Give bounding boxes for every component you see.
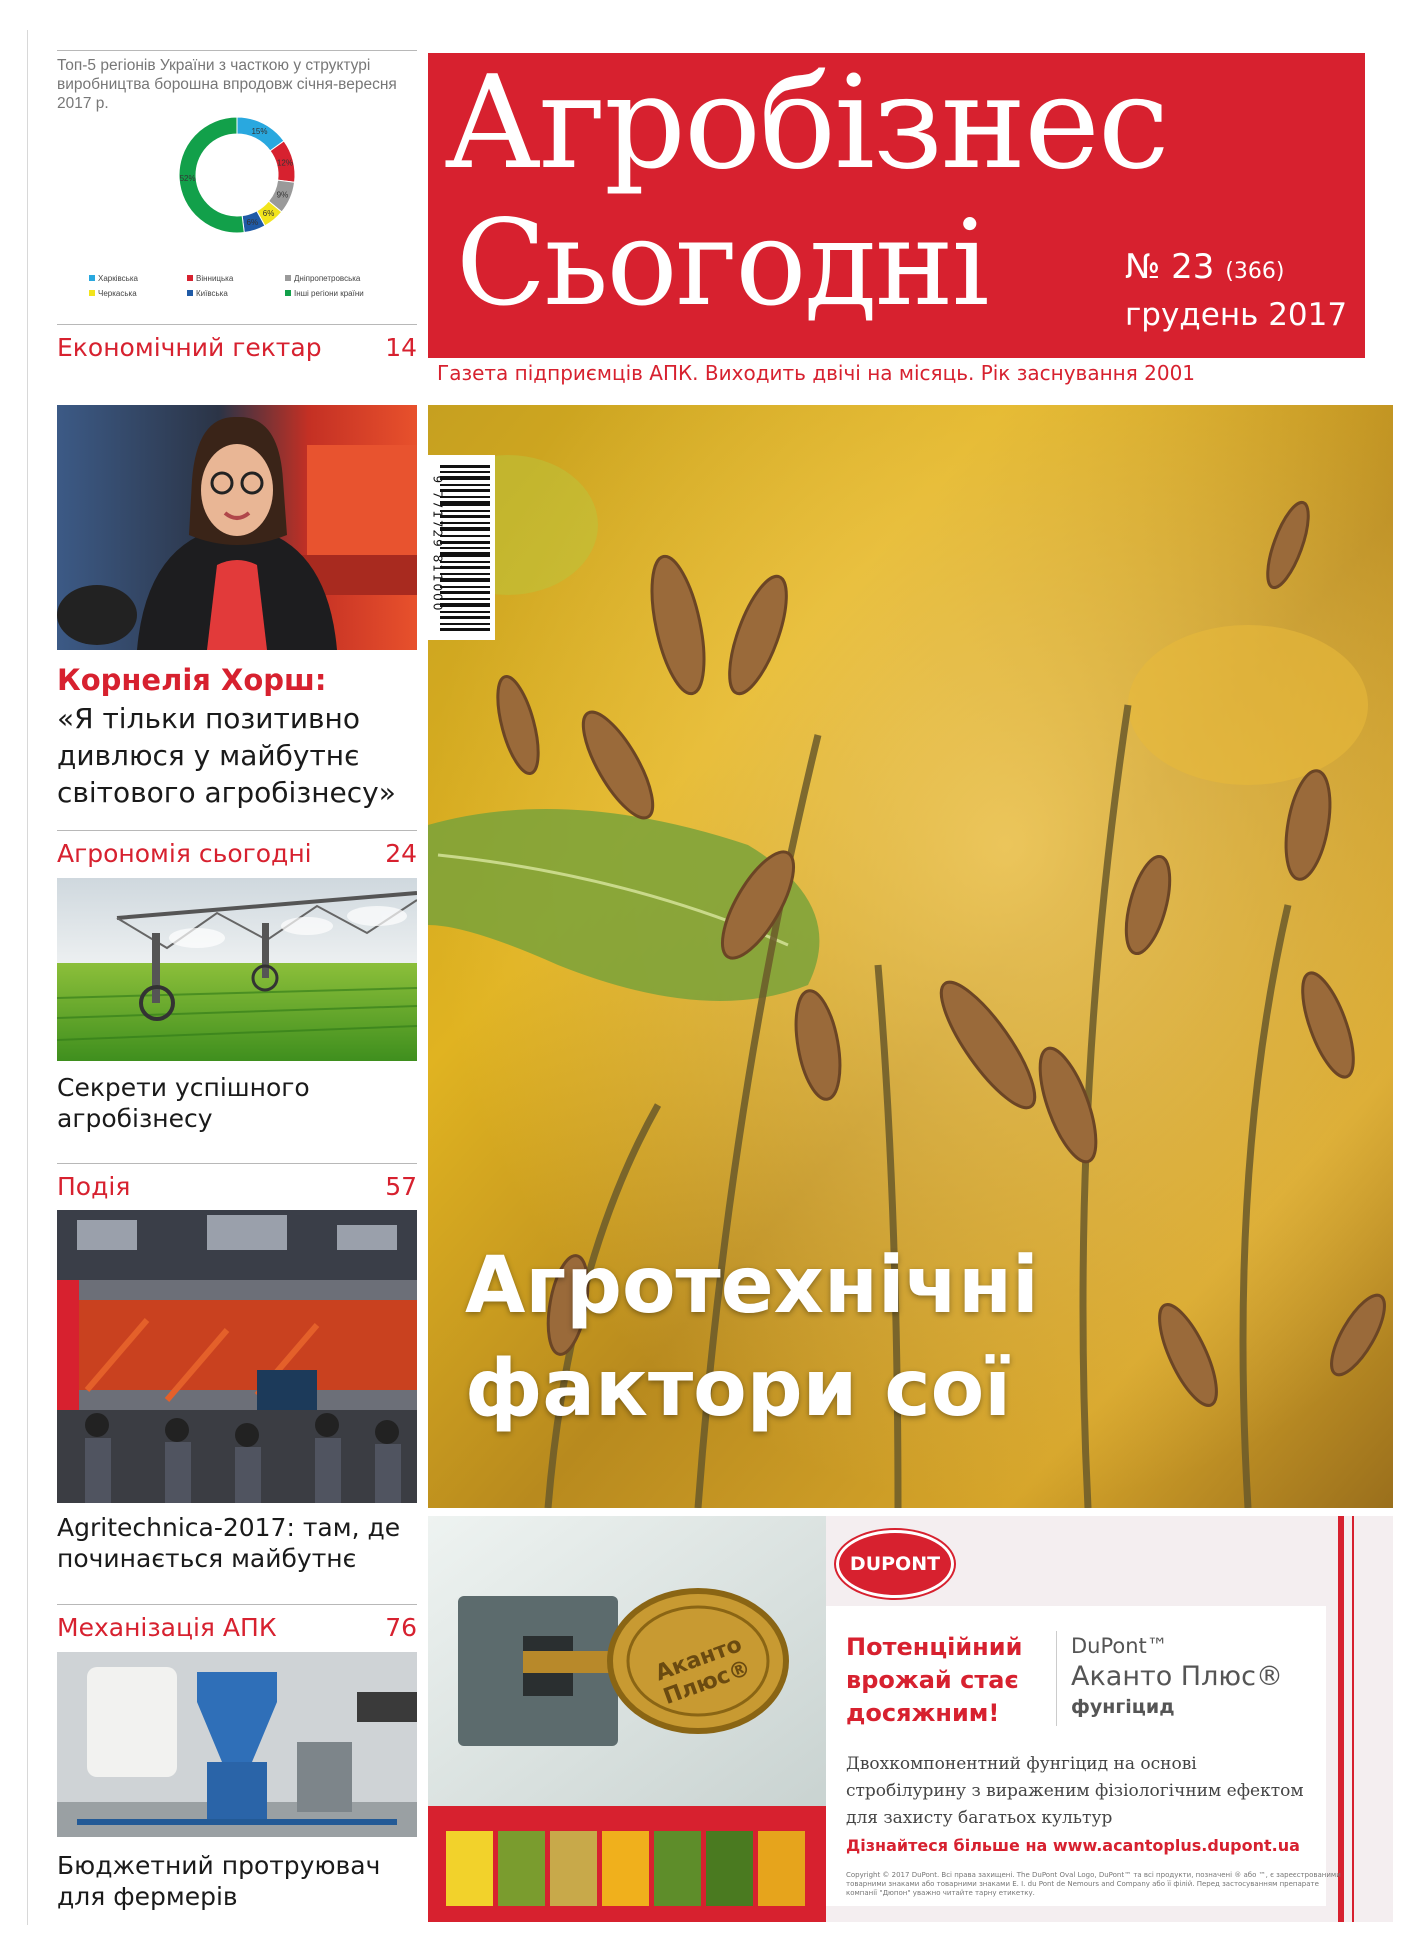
legend-label-4: Черкаська: [98, 289, 137, 298]
cover-headline-line1: Агротехнічні: [465, 1241, 1039, 1331]
section-header-agronomy[interactable]: [57, 836, 417, 870]
expo-photo[interactable]: [57, 1210, 417, 1503]
seed-treater-image: [57, 1652, 417, 1837]
irrigation-photo[interactable]: [57, 878, 417, 1061]
key-lock-image: [428, 1516, 826, 1806]
donut-label-1: 15%: [251, 126, 268, 136]
legend-swatch-2: [187, 275, 193, 281]
legend-swatch-5: [187, 290, 193, 296]
section-name: Подія: [57, 1171, 131, 1201]
cover-headline-line2: фактори сої: [465, 1344, 1011, 1434]
section-page: 57: [385, 1171, 417, 1201]
issue-number-text: № 23: [1125, 247, 1215, 287]
donut-label-4: 6%: [262, 209, 275, 219]
crop-thumbnails-strip: [428, 1806, 826, 1922]
section-header-mechanization[interactable]: [57, 1610, 417, 1644]
donut-chart: [57, 110, 417, 325]
ad-description: Двохкомпонентний фунгіцид на основі стробілурину з вираженим фізіологічним ефектом для захисту багатьох культур: [846, 1754, 1304, 1828]
legend-swatch-6: [285, 290, 291, 296]
ad-right-bar: [1338, 1516, 1344, 1922]
interview-name[interactable]: Корнелія Хорш:: [57, 663, 327, 697]
section-name: Механізація АПК: [57, 1612, 277, 1642]
ad-product: Аканто Плюс®: [1071, 1661, 1283, 1692]
chart-top-rule: [57, 50, 417, 51]
legend-swatch-1: [89, 275, 95, 281]
issue-total: (366): [1225, 259, 1285, 284]
mechanization-caption[interactable]: Бюджетний протруювач для фермерів: [57, 1851, 381, 1911]
legend-swatch-3: [285, 275, 291, 281]
masthead-title-line1: Агробізнес: [444, 49, 1168, 198]
interview-photo[interactable]: [57, 405, 417, 650]
ad-kind: фунгіцид: [1071, 1696, 1175, 1718]
section-rule: [57, 1163, 417, 1164]
donut-label-6: 52%: [179, 174, 196, 184]
masthead: [428, 49, 1365, 358]
page-left-rule: [27, 30, 28, 1925]
ad-link[interactable]: Дізнайтеся більше на www.acantoplus.dupont.ua: [846, 1836, 1300, 1855]
legend-label-5: Київська: [196, 289, 228, 298]
legend-swatch-4: [89, 290, 95, 296]
treater-photo[interactable]: [57, 1652, 417, 1837]
ad-right-bar-thin: [1352, 1516, 1354, 1922]
section-header-economic[interactable]: [57, 330, 417, 364]
interview-quote[interactable]: «Я тільки позитивно дивлюся у майбутнє світового агробізнесу»: [57, 702, 396, 809]
section-name: Економічний гектар: [57, 332, 322, 362]
issue-number: [1125, 247, 1284, 287]
agronomy-caption[interactable]: Секрети успішного агробізнесу: [57, 1073, 310, 1133]
donut-label-2: 12%: [276, 158, 293, 168]
barcode: [420, 455, 495, 640]
section-header-event[interactable]: [57, 1169, 417, 1203]
legend-label-1: Харківська: [98, 274, 138, 283]
ad-divider: [1056, 1631, 1057, 1726]
irrigation-field-image: [57, 878, 417, 1061]
section-rule: [57, 324, 417, 325]
tagline: Газета підприємців АПК. Виходить двічі на місяць. Рік заснування 2001: [437, 361, 1196, 385]
cover-headline[interactable]: [465, 1235, 1039, 1441]
dupont-logo[interactable]: DUPONT: [836, 1530, 954, 1598]
ad-brand: DuPont™: [1071, 1634, 1168, 1658]
agritechnica-hall-image: [57, 1210, 417, 1503]
section-page: 76: [385, 1612, 417, 1642]
cover-photo[interactable]: [428, 405, 1393, 1508]
donut-label-5: 6%: [246, 218, 259, 228]
legend-label-2: Вінницька: [196, 274, 234, 283]
barcode-digits: 9 771729 811000: [430, 475, 445, 613]
crop-thumbnails: [428, 1806, 826, 1922]
section-name: Агрономія сьогодні: [57, 838, 312, 868]
woman-portrait-image: [57, 405, 417, 650]
section-page: 24: [385, 838, 417, 868]
section-rule: [57, 1604, 417, 1605]
advertisement[interactable]: [428, 1516, 1393, 1922]
chart-title: Топ-5 регіонів України з часткою у структурі виробництва борошна впродовж січня-вересня 2017 р.: [57, 57, 397, 112]
legend-label-6: Інші регіони країни: [294, 289, 364, 298]
ad-slogan: Потенційний врожай стає досяжним!: [846, 1633, 1023, 1727]
section-rule: [57, 830, 417, 831]
ad-text-panel: [826, 1606, 1326, 1906]
event-caption[interactable]: Agritechnica-2017: там, де починається майбутнє: [57, 1513, 401, 1573]
donut-label-3: 9%: [276, 190, 289, 200]
key-text: Аканто Плюс®: [652, 1632, 755, 1711]
ad-copyright: Copyright © 2017 DuPont. Всі права захищені. The DuPont Oval Logo, DuPont™ та всі продукти, позначені ® або ™, є зареєстрованими товарними знаками або товарними знаками E. I. du Pont de Nemours and Company або її філій. Перед застосуванням препарате компанії "Дюпон" уважно читайте тарну етикетку.: [846, 1871, 1341, 1897]
masthead-title-line2: Сьогодні: [456, 194, 988, 332]
legend-label-3: Дніпропетровська: [294, 274, 361, 283]
issue-date: грудень 2017: [1125, 297, 1348, 333]
section-page: 14: [385, 332, 417, 362]
